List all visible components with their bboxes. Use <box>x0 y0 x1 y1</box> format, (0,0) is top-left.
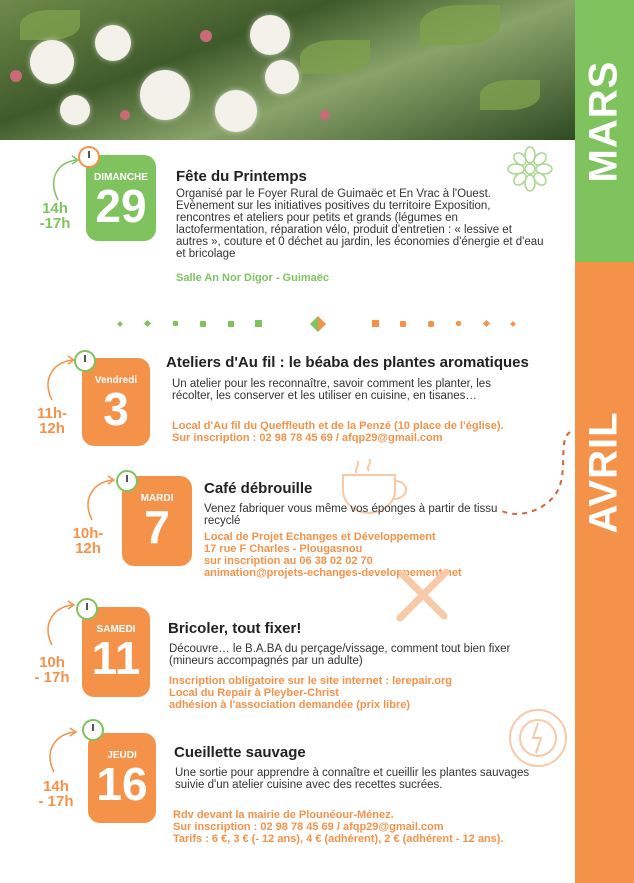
time-start: 10h <box>39 654 65 671</box>
event-description: Organisé par le Foyer Rural de Guimaëc et En Vrac à l'Ouest. Evènement sur les initiatives positives du territoire Exposition, rencontres et ateliers pour petits et grands (légumes en lactofermentation, réparation vélo, produit d'entretien : « lessive et autres », couture et 0 déchet au jardin, les économies d'énergie et d'eau et bricolage <box>176 188 544 260</box>
event-title: Fête du Printemps <box>176 168 307 185</box>
event-title: Cueillette sauvage <box>174 744 306 761</box>
time-end: 12h <box>75 540 101 557</box>
weekday-label: JEUDI <box>107 750 137 761</box>
time-start: 14h <box>42 200 68 217</box>
date-badge <box>82 607 150 697</box>
date-badge <box>88 733 156 823</box>
event-title: Bricoler, tout fixer! <box>168 620 302 637</box>
event-time <box>28 406 76 436</box>
curved-arrow-icon <box>80 475 120 525</box>
time-end: 12h <box>39 420 65 437</box>
day-number: 11 <box>91 632 141 684</box>
header-blossom-photo <box>0 0 575 140</box>
alarm-clock-icon <box>76 598 98 620</box>
weekday-label: DIMANCHE <box>94 172 148 183</box>
recycle-icon <box>505 705 571 771</box>
weekday-label: SAMEDI <box>96 624 136 635</box>
weekday-label: Vendredi <box>94 375 138 386</box>
time-end: -17h <box>39 215 71 232</box>
dotted-connector <box>498 430 578 520</box>
weekday-label: MARDI <box>140 493 174 504</box>
event-description: Découvre… le B.A.BA du perçage/vissage, comment tout bien fixer (mineurs accompagnés par un adulte) <box>169 643 511 667</box>
event-time <box>64 526 112 556</box>
date-badge <box>86 155 156 241</box>
decorative-separator <box>0 316 575 332</box>
time-start: 11h- <box>36 405 67 422</box>
event-location: Salle An Nor Digor - Guimaëc <box>176 272 330 284</box>
time-start: 14h <box>43 778 69 795</box>
alarm-clock-icon <box>78 146 100 168</box>
event-title: Café débrouille <box>204 480 313 497</box>
time-end: - 17h <box>34 669 70 686</box>
alarm-clock-icon <box>82 719 104 741</box>
event-info: Local de Projet Echanges et Développement 17 rue F Charles - Plougasnou sur inscription au 06 38 02 02 70 animation@projets-echanges-developpement.net <box>204 531 462 579</box>
month-label-april: AVRIL <box>581 411 626 534</box>
tools-icon <box>390 560 458 628</box>
curved-arrow-icon <box>42 727 82 777</box>
event-description: Une sortie pour apprendre à connaître et cueillir les plantes sauvages suivie d'un atelier cuisine avec des recettes sucrées. <box>175 767 530 791</box>
event-info: Local d'Au fil du Queffleuth et de la Penzé (10 place de l'église). Sur inscription : 02 98 78 45 69 / afqp29@gmail.com <box>172 420 504 444</box>
time-end: - 17h <box>38 793 74 810</box>
curved-arrow-icon <box>40 600 80 650</box>
day-number: 7 <box>144 501 170 553</box>
flower-icon <box>505 145 555 193</box>
month-label-march: MARS <box>581 60 626 183</box>
event-title: Ateliers d'Au fil : le béaba des plantes aromatiques <box>166 354 529 371</box>
april-sidebar <box>575 262 634 883</box>
time-start: 10h- <box>72 525 104 542</box>
day-number: 3 <box>103 383 129 435</box>
day-number: 16 <box>96 758 148 810</box>
date-badge <box>82 358 150 446</box>
event-info: Rdv devant la mairie de Plounéour-Ménez. Sur inscription : 02 98 78 45 69 / afqp29@gmail.com Tarifs : 6 €, 3 € (- 12 ans), 4 € (adhérent), 2 € (adhérent - 12 ans). <box>173 809 504 845</box>
event-time <box>32 779 80 809</box>
event-time <box>28 655 76 685</box>
day-number: 29 <box>95 180 147 232</box>
event-description: Un atelier pour les reconnaître, savoir comment les planter, les récolter, les conserver et les utiliser en cuisine, en tisanes… <box>172 378 491 402</box>
event-info: Inscription obligatoire sur le site internet : lerepair.org Local du Repair à Pleyber-Christ adhésion à l'association demandée (prix libre) <box>169 675 453 711</box>
event-time <box>33 201 77 231</box>
alarm-clock-icon <box>74 350 96 372</box>
event-description: Venez fabriquer vous même vos éponges à partir de tissu recyclé <box>204 503 498 527</box>
alarm-clock-icon <box>116 470 138 492</box>
